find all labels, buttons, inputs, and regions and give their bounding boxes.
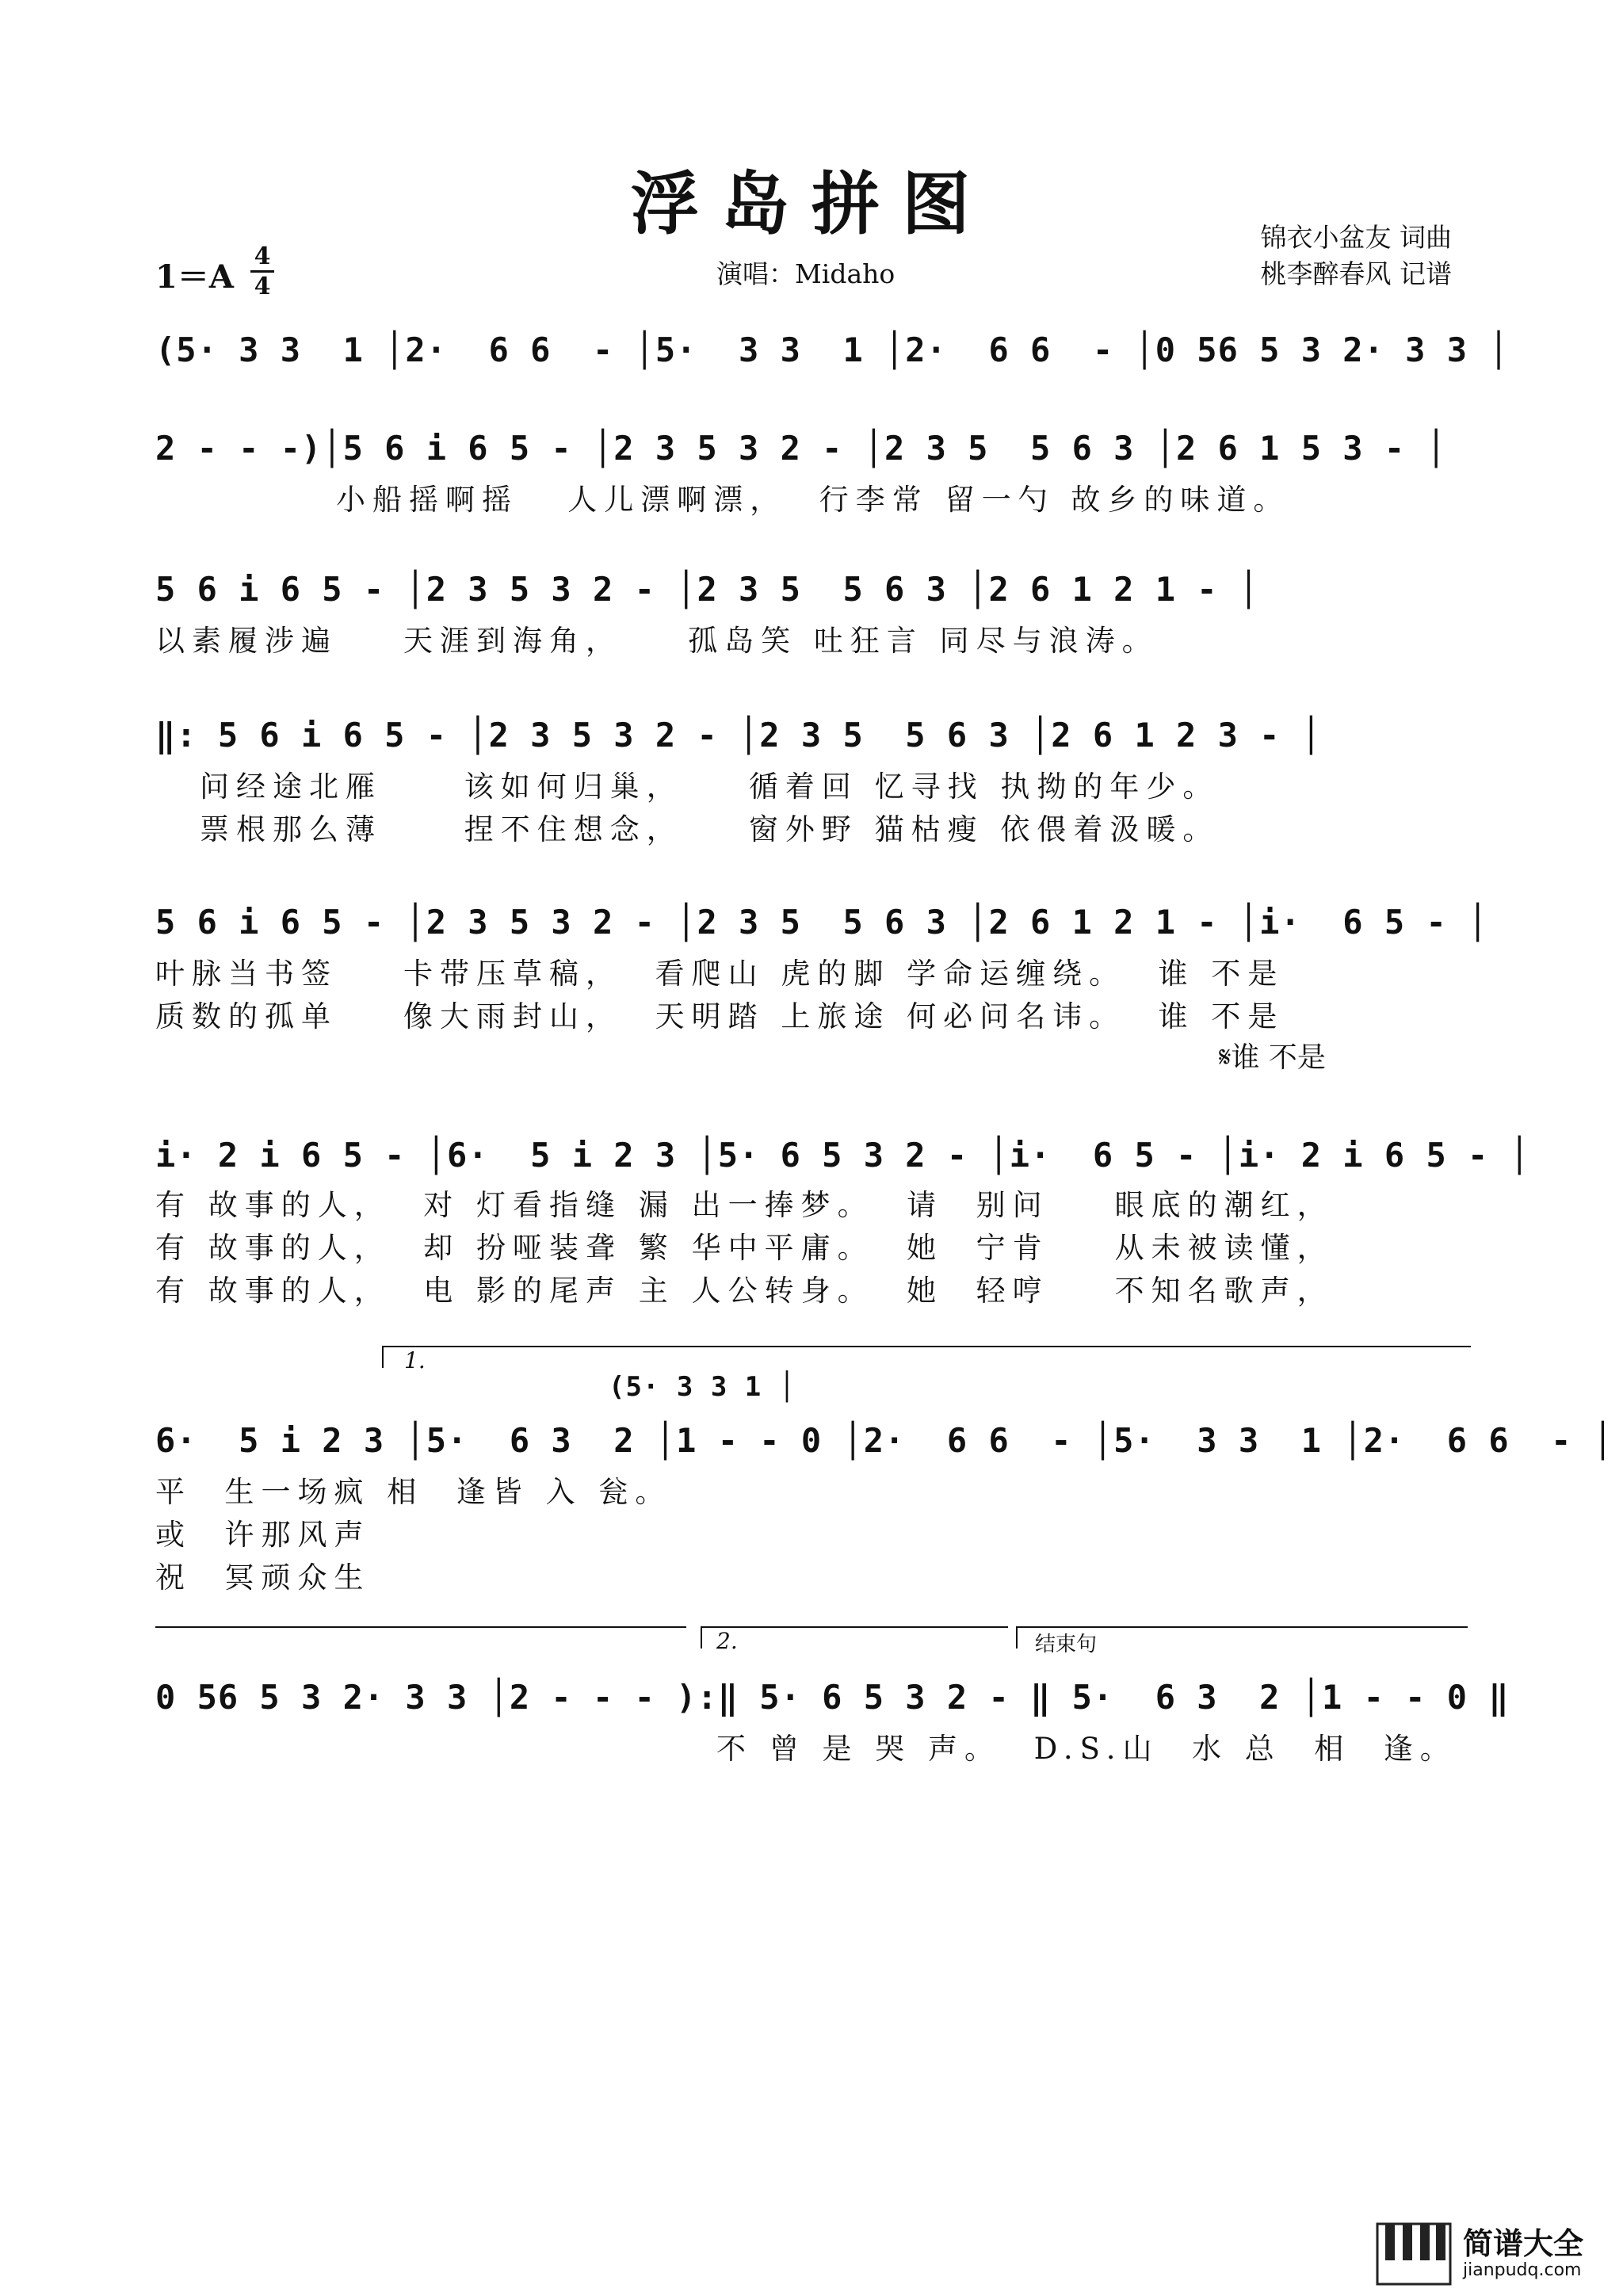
final-phrase-label: 结束句 (1035, 1633, 1098, 1656)
lyric-line-5-verse-2: 质数的孤单 像大雨封山， 天明踏 上旅途 何必问名讳。 谁 不是 (155, 999, 1285, 1033)
performer-credit: 演唱：Midaho (716, 258, 896, 289)
lyric-line-8-verse-1: 不 曾 是 哭 声。 D.S.山 水 总 相 逢。 (716, 1732, 1457, 1766)
lyric-line-4-verse-1: 问经途北雁 该如何归巢， 循着回 忆寻找 执拗的年少。 (200, 770, 1220, 804)
lyric-line-7-verse-2: 或 许那风声 (155, 1518, 371, 1552)
second-ending-bracket (701, 1626, 1008, 1648)
time-signature (250, 244, 274, 299)
time-signature-bottom: 4 (254, 273, 271, 300)
page-title: 浮岛拼图 (631, 164, 992, 244)
small-notation-intro: (5· 3 3 1 │ (609, 1371, 796, 1403)
notation-line-7: 6· 5 i 2 3 │5· 6 3 2 │1 - - 0 │2· 6 6 - │5· 3 3 1 │2· 6 6 - │ (155, 1421, 1614, 1460)
lyric-line-4-verse-2: 票根那么薄 捏不住想念， 窗外野 猫枯瘦 依偎着汲暖。 (200, 812, 1220, 846)
transcriber-credit: 桃李醉春风 记谱 (1260, 258, 1452, 289)
notation-line-4: ‖: 5 6 i 6 5 - │2 3 5 3 2 - │2 3 5 5 6 3 │2 6 1 2 3 - │ (155, 716, 1323, 755)
notation-line-8: 0 56 5 3 2· 3 3 │2 - - - ):‖ 5· 6 5 3 2 - ‖ 5· 6 3 2 │1 - - 0 ‖ (155, 1678, 1510, 1717)
second-ending-label: 2. (716, 1628, 738, 1654)
lyric-line-7-verse-1: 平 生一场疯 相 逢皆 入 瓮。 (155, 1475, 672, 1509)
time-signature-top: 4 (254, 243, 271, 270)
watermark-url: jianpudq.com (1463, 2260, 1582, 2280)
lyric-line-5-verse-1: 叶脉当书签 卡带压草稿， 看爬山 虎的脚 学命运缠绕。 谁 不是 (155, 957, 1285, 991)
lyric-line-7-verse-3: 祝 冥顽众生 (155, 1561, 371, 1595)
lyric-line-6-verse-1: 有 故事的人， 对 灯看指缝 漏 出一捧梦。 请 别问 眼底的潮红， (155, 1188, 1334, 1222)
first-ending-bracket-cont (155, 1626, 686, 1648)
notation-line-5: 5 6 i 6 5 - │2 3 5 3 2 - │2 3 5 5 6 3 │2 6 1 2 1 - │i· 6 5 - │ (155, 903, 1489, 942)
key-signature: 1＝A (155, 258, 234, 296)
notation-line-2: 2 - - -)│5 6 i 6 5 - │2 3 5 3 2 - │2 3 5 5 6 3 │2 6 1 5 3 - │ (155, 429, 1447, 468)
lyric-line-6-verse-3: 有 故事的人， 电 影的尾声 主 人公转身。 她 轻哼 不知名歌声， (155, 1274, 1334, 1308)
segno-lyric: 𝄋谁 不是 (1219, 1041, 1326, 1074)
lyric-line-6-verse-2: 有 故事的人， 却 扮哑装聋 繁 华中平庸。 她 宁肯 从未被读懂， (155, 1231, 1334, 1265)
lyricist-composer-credit: 锦衣小盆友 词曲 (1260, 222, 1452, 253)
lyric-line-3-verse-1: 以素履涉遍 天涯到海角， 孤岛笑 吐狂言 同尽与浪涛。 (155, 624, 1159, 658)
notation-line-1: (5· 3 3 1 │2· 6 6 - │5· 3 3 1 │2· 6 6 - │0 56 5 3 2· 3 3 │ (155, 330, 1510, 369)
notation-line-3: 5 6 i 6 5 - │2 3 5 3 2 - │2 3 5 5 6 3 │2 6 1 2 1 - │ (155, 570, 1260, 609)
piano-keys-icon (1376, 2222, 1452, 2286)
watermark (1369, 2218, 1607, 2289)
first-ending-label: 1. (404, 1347, 426, 1373)
first-ending-bracket (382, 1346, 1471, 1368)
lyric-line-2-verse-1: 小船摇啊摇 人儿漂啊漂， 行李常 留一勺 故乡的味道。 (336, 483, 1290, 517)
notation-line-6: i· 2 i 6 5 - │6· 5 i 2 3 │5· 6 5 3 2 - │i· 6 5 - │i· 2 i 6 5 - │ (155, 1136, 1530, 1175)
watermark-name: 简谱大全 (1463, 2226, 1584, 2261)
